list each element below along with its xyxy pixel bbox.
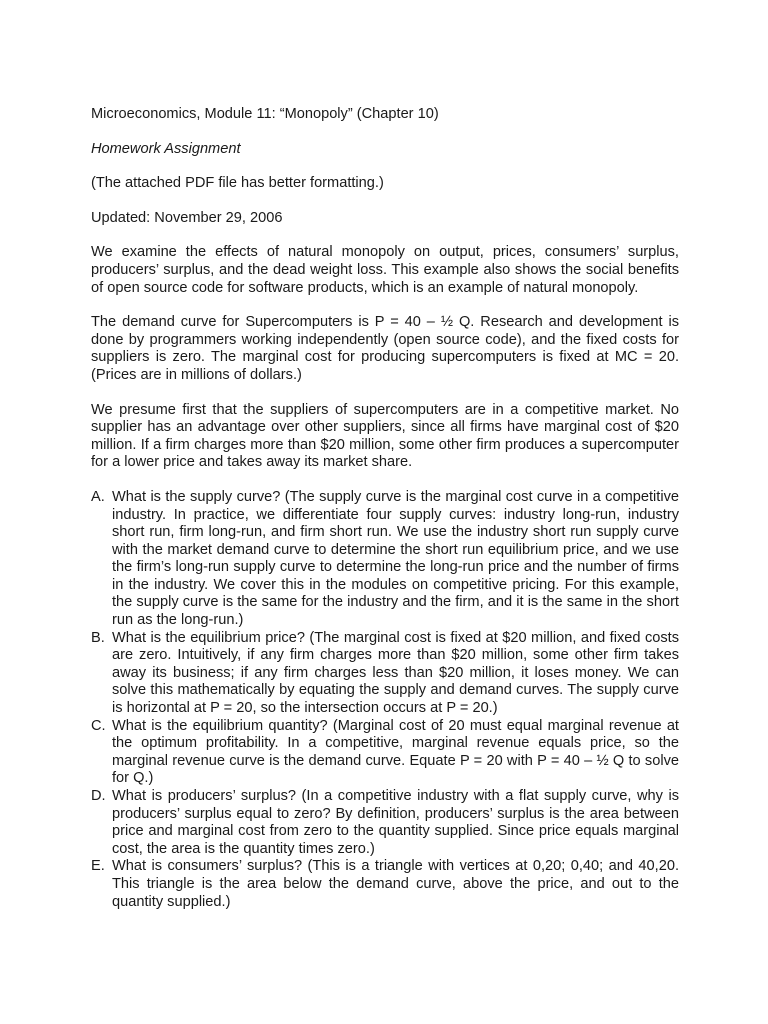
question-text: What is the supply curve? (The supply curve is the marginal cost curve in a competitive industry. In practice, we differentiate four supply curves: industry long-run, industry short run, firm long-run, and firm short run. We use the industry short run supply curve with the market demand curve to determine the short run equilibrium price, and we use the firm’s long-run supply curve to determine the long-run price and the number of firms in the industry. We cover this in the modules on competitive pricing. For this example, the supply curve is the same for the industry and the firm, and it is the same in the short run as the long-run.) <box>112 488 679 629</box>
document-title: Microeconomics, Module 11: “Monopoly” (Chapter 10) <box>91 106 439 122</box>
question-item-c <box>91 718 679 788</box>
question-letter: A. <box>91 488 105 505</box>
question-item-d <box>91 788 679 858</box>
question-text: What is the equilibrium quantity? (Marginal cost of 20 must equal marginal revenue at the optimum profitability. In a competitive, marginal revenue equals price, so the marginal revenue curve is the demand curve. Equate P = 20 with P = 40 – ½ Q to solve for Q.) <box>112 717 679 787</box>
document-page <box>91 106 679 911</box>
question-text: What is the equilibrium price? (The marginal cost is fixed at $20 million, and fixed costs are zero. Intuitively, if any firm charges more than $20 million, some other firm takes away its business; if any firm charges less than $20 million, it loses money. We can solve this mathematically by equating the supply and demand curves. The supply curve is horizontal at P = 20, so the intersection occurs at P = 20.) <box>112 629 679 717</box>
demand-curve-paragraph: The demand curve for Supercomputers is P = 40 – ½ Q. Research and development is done by programmers working independently (open source code), and the fixed costs for suppliers is zero. The marginal cost for producing supercomputers is fixed at MC = 20. (Prices are in millions of dollars.) <box>91 314 679 383</box>
question-letter: E. <box>91 858 105 875</box>
question-letter: B. <box>91 629 105 646</box>
updated-date: Updated: November 29, 2006 <box>91 209 283 226</box>
question-list <box>91 489 679 911</box>
question-item-a <box>91 489 679 630</box>
question-text: What is producers’ surplus? (In a competitive industry with a flat supply curve, why is producers’ surplus equal to zero? By definition, producers’ surplus is the area between price and marginal cost from zero to the quantity supplied. Since price equals marginal cost, the area is the quantity times zero.) <box>112 788 679 857</box>
document-subtitle: Homework Assignment <box>91 140 241 157</box>
question-item-e <box>91 858 679 911</box>
formatting-note: (The attached PDF file has better formatting.) <box>91 175 384 192</box>
question-letter: C. <box>91 717 106 734</box>
question-item-b <box>91 630 679 718</box>
question-text: What is consumers’ surplus? (This is a triangle with vertices at 0,20; 0,40; and 40,20. This triangle is the area below the demand curve, above the price, and out to the quantity supplied.) <box>112 858 679 910</box>
question-letter: D. <box>91 788 106 804</box>
competitive-market-paragraph: We presume first that the suppliers of supercomputers are in a competitive market. No supplier has an advantage over other suppliers, since all firms have marginal cost of $20 million. If a firm charges more than $20 million, some other firm produces a supercomputer for a lower price and takes away its market share. <box>91 401 679 471</box>
intro-paragraph: We examine the effects of natural monopoly on output, prices, consumers’ surplus, producers’ surplus, and the dead weight loss. This example also shows the social benefits of open source code for software products, which is an example of natural monopoly. <box>91 244 679 296</box>
